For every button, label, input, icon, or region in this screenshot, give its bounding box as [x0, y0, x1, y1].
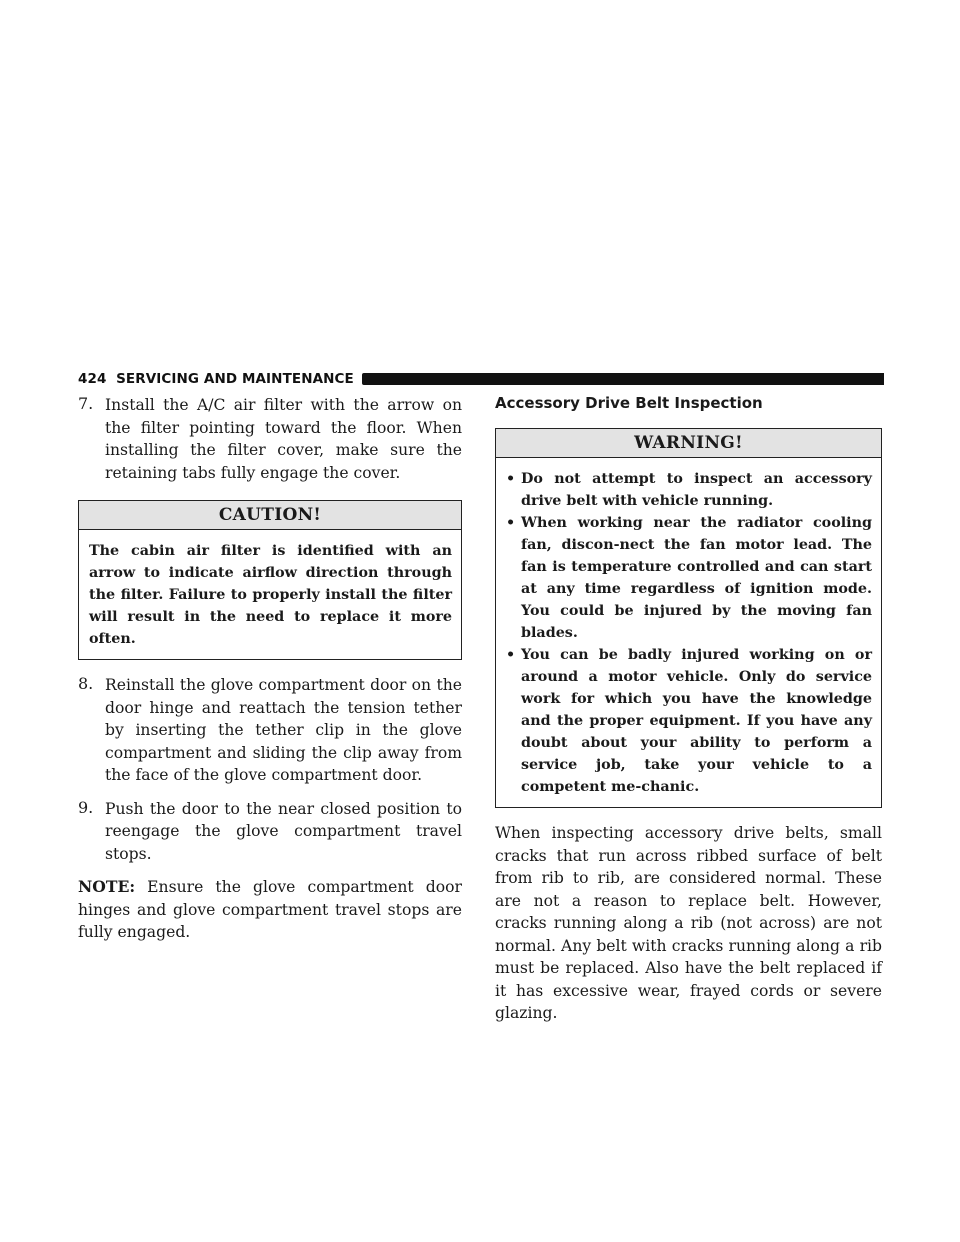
step-number: 7. — [78, 394, 94, 413]
step-text: Push the door to the near closed position to reengage the glove compartment travel stops. — [105, 799, 462, 863]
step-text: Install the A/C air filter with the arrow on the filter pointing toward the floor. When installing the filter cover, make sure the retaining tabs fully engage the cover. — [105, 396, 462, 482]
note-paragraph — [78, 876, 462, 944]
step-9 — [78, 798, 462, 866]
step-8 — [78, 674, 462, 787]
page-header — [78, 371, 884, 387]
step-text: Reinstall the glove compartment door on the door hinge and reattach the tension tether by inserting the tether clip in the glove compartment and sliding the clip away from the face of the glove compartment door. — [105, 676, 462, 784]
caution-text: The cabin air filter is identified with an arrow to indicate airflow direction through the filter. Failure to properly install the filter will result in the need to replace it more often. — [89, 543, 452, 647]
bullet-icon: • — [506, 515, 516, 531]
bullet-icon: • — [506, 471, 516, 487]
section-title: SERVICING AND MAINTENANCE — [116, 371, 354, 387]
left-column — [78, 394, 462, 944]
warning-list — [506, 468, 872, 798]
right-column — [495, 394, 882, 1025]
body-paragraph: When inspecting accessory drive belts, small cracks that run across ribbed surface of belt from rib to rib, are considered normal. These are not a reason to replace belt. However, cracks running along a rib (not across) are not normal. Any belt with cracks running along a rib must be replaced. Also have the belt replaced if it has excessive wear, frayed cords or severe glazing. — [495, 824, 882, 1022]
bullet-icon: • — [506, 647, 516, 663]
section-heading: Accessory Drive Belt Inspection — [495, 394, 763, 412]
warning-body — [496, 458, 881, 807]
warning-title: WARNING! — [496, 429, 881, 458]
step-number: 9. — [78, 797, 94, 817]
warning-item: • Do not attempt to inspect an accessory drive belt with vehicle running. — [506, 468, 872, 512]
note-label: NOTE: — [78, 877, 136, 896]
page-header-text — [78, 371, 354, 387]
step-number: 8. — [78, 674, 94, 693]
caution-title: CAUTION! — [79, 501, 461, 530]
header-rule — [362, 373, 884, 385]
warning-box — [495, 428, 882, 808]
caution-box — [78, 500, 462, 660]
warning-item: • When working near the radiator cooling fan, discon-nect the fan motor lead. The fan is temperature controlled and can start at any time regardless of ignition mode. You could be injured by the moving fan blades. — [506, 512, 872, 644]
page-number: 424 — [78, 371, 107, 387]
step-7 — [78, 394, 462, 484]
warning-item: • You can be badly injured working on or around a motor vehicle. Only do service work for which you have the knowledge and the proper equipment. If you have any doubt about your ability to perform a service job, take your vehicle to a competent me-chanic. — [506, 644, 872, 798]
note-text: Ensure the glove compartment door hinges and glove compartment travel stops are fully engaged. — [78, 878, 462, 941]
caution-body — [79, 530, 461, 659]
